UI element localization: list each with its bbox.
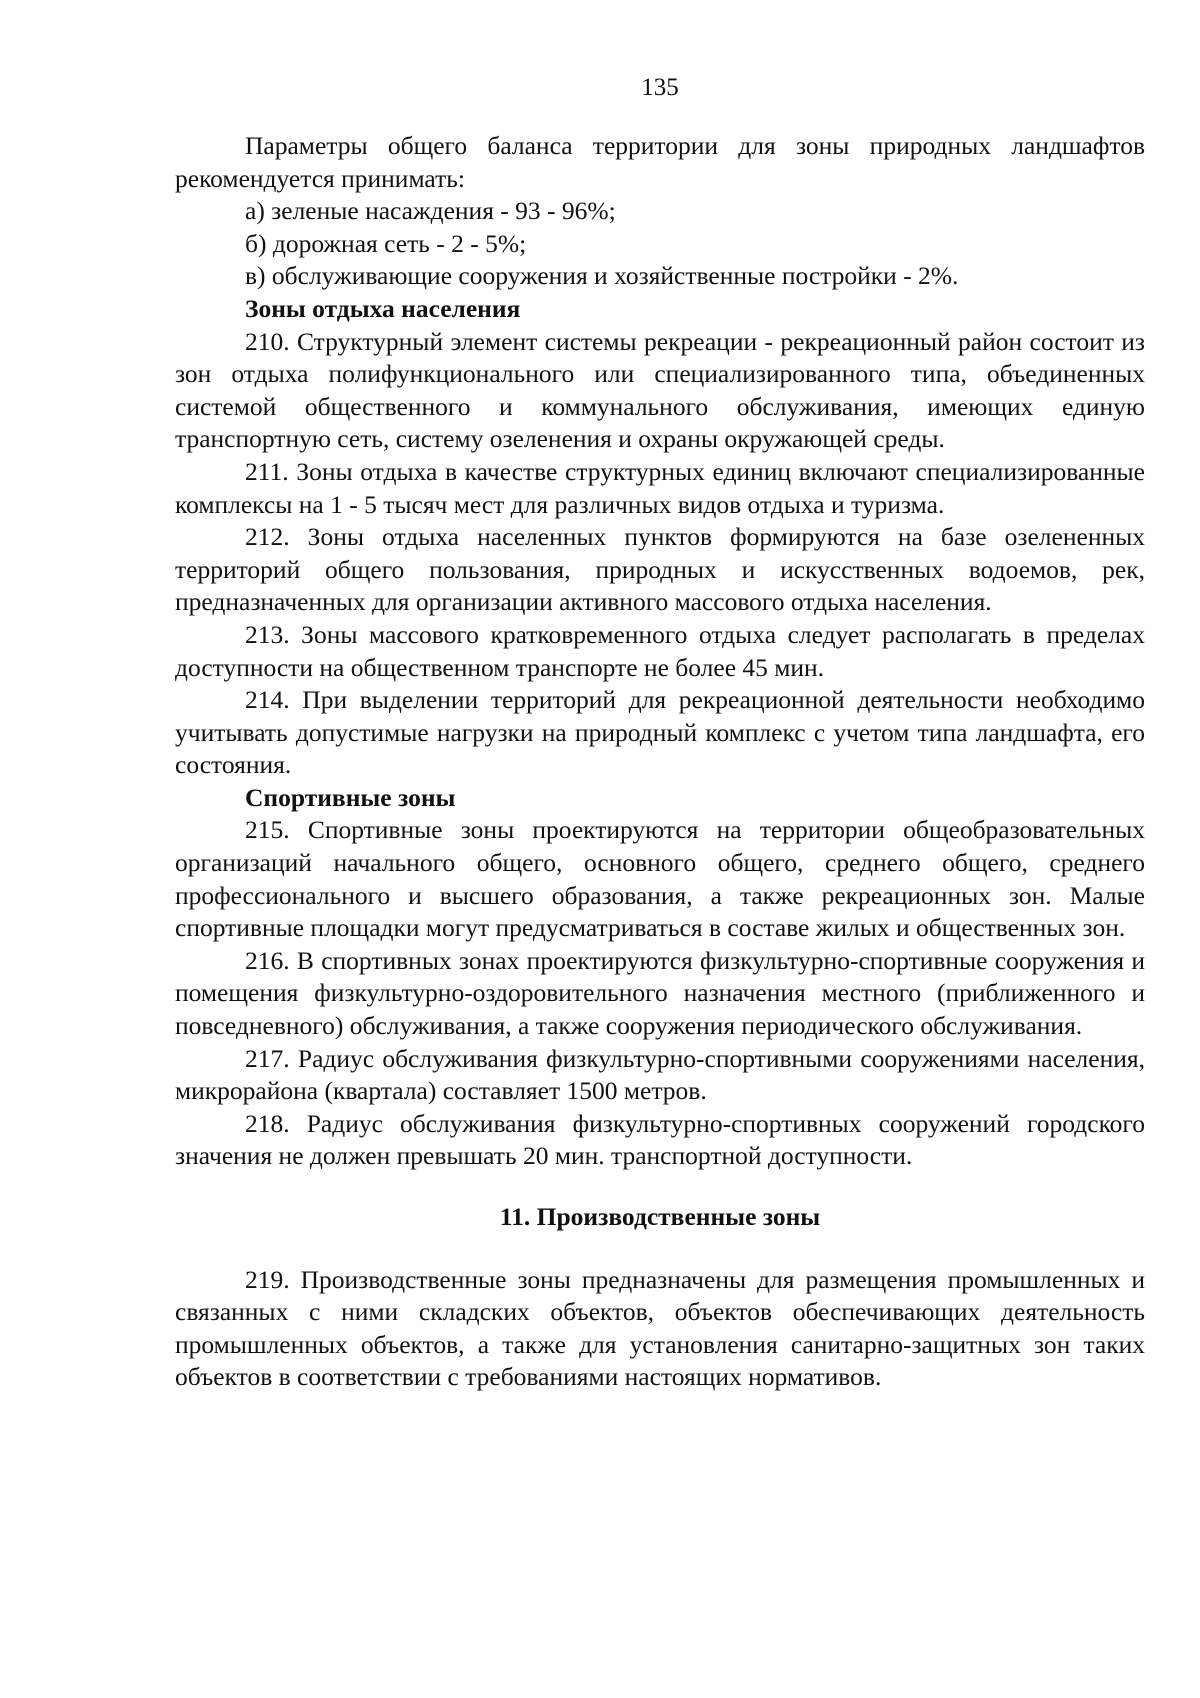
- list-item-buildings: в) обслуживающие сооружения и хозяйственные постройки - 2%.: [245, 261, 959, 291]
- document-body: [175, 130, 1145, 1394]
- paragraph-211: 211. Зоны отдыха в качестве структурных единиц включают специализированные комплексы на 1 - 5 тысяч мест для различных видов отдыха и туризма.: [175, 456, 1145, 519]
- page-number: 135: [641, 74, 679, 101]
- list-item-roads: б) дорожная сеть - 2 - 5%;: [245, 228, 527, 258]
- paragraph-212: 212. Зоны отдыха населенных пунктов формируются на базе озелененных территорий общего пользования, природных и искусственных водоемов, рек, предназначенных для организации активного массового отдыха населения.: [175, 522, 1145, 617]
- list-item-green: а) зеленые насаждения - 93 - 96%;: [245, 196, 616, 226]
- paragraph-216: 216. В спортивных зонах проектируются физкультурно-спортивные сооружения и помещения физкультурно-оздоровительного назначения местного (приближенного и повседневного) обслуживания, а также сооружения периодического обслуживания.: [175, 945, 1145, 1041]
- paragraph-218: 218. Радиус обслуживания физкультурно-спортивных сооружений городского значения не должен превышать 20 мин. транспортной доступности.: [175, 1108, 1145, 1171]
- paragraph-215: 215. Спортивные зоны проектируются на территории общеобразовательных организаций начального общего, основного общего, среднего общего, среднего профессионального и высшего образования, а также рекреационных зон. Малые спортивные площадки могут предусматриваться в составе жилых и общественных зон.: [175, 815, 1145, 943]
- paragraph-219: 219. Производственные зоны предназначены для размещения промышленных и связанных с ними складских объектов, объектов обеспечивающих деятельность промышленных объектов, а также для установления санитарно-защитных зон таких объектов в соответствии с требованиями настоящих нормативов.: [175, 1264, 1145, 1392]
- subheading-sport-zones: Спортивные зоны: [245, 782, 456, 812]
- subheading-recreation-zones: Зоны отдыха населения: [245, 293, 521, 323]
- paragraph-213: 213. Зоны массового кратковременного отдыха следует располагать в пределах доступности на общественном транспорте не более 45 мин.: [175, 619, 1145, 682]
- paragraph-214: 214. При выделении территорий для рекреационной деятельности необходимо учитывать допустимые нагрузки на природный комплекс с учетом типа ландшафта, его состояния.: [175, 685, 1145, 780]
- intro-paragraph: Параметры общего баланса территории для зоны природных ландшафтов рекомендуется принимать:: [175, 131, 1145, 193]
- paragraph-217: 217. Радиус обслуживания физкультурно-спортивными сооружениями населения, микрорайона (квартала) составляет 1500 метров.: [175, 1043, 1145, 1106]
- paragraph-210: 210. Структурный элемент системы рекреации - рекреационный район состоит из зон отдыха полифункционального или специализированного типа, объединенных системой общественного и коммунального обслуживания, имеющих единую транспортную сеть, систему озеленения и охраны окружающей среды.: [175, 326, 1145, 454]
- section-heading-production-zones: 11. Производственные зоны: [499, 1202, 821, 1231]
